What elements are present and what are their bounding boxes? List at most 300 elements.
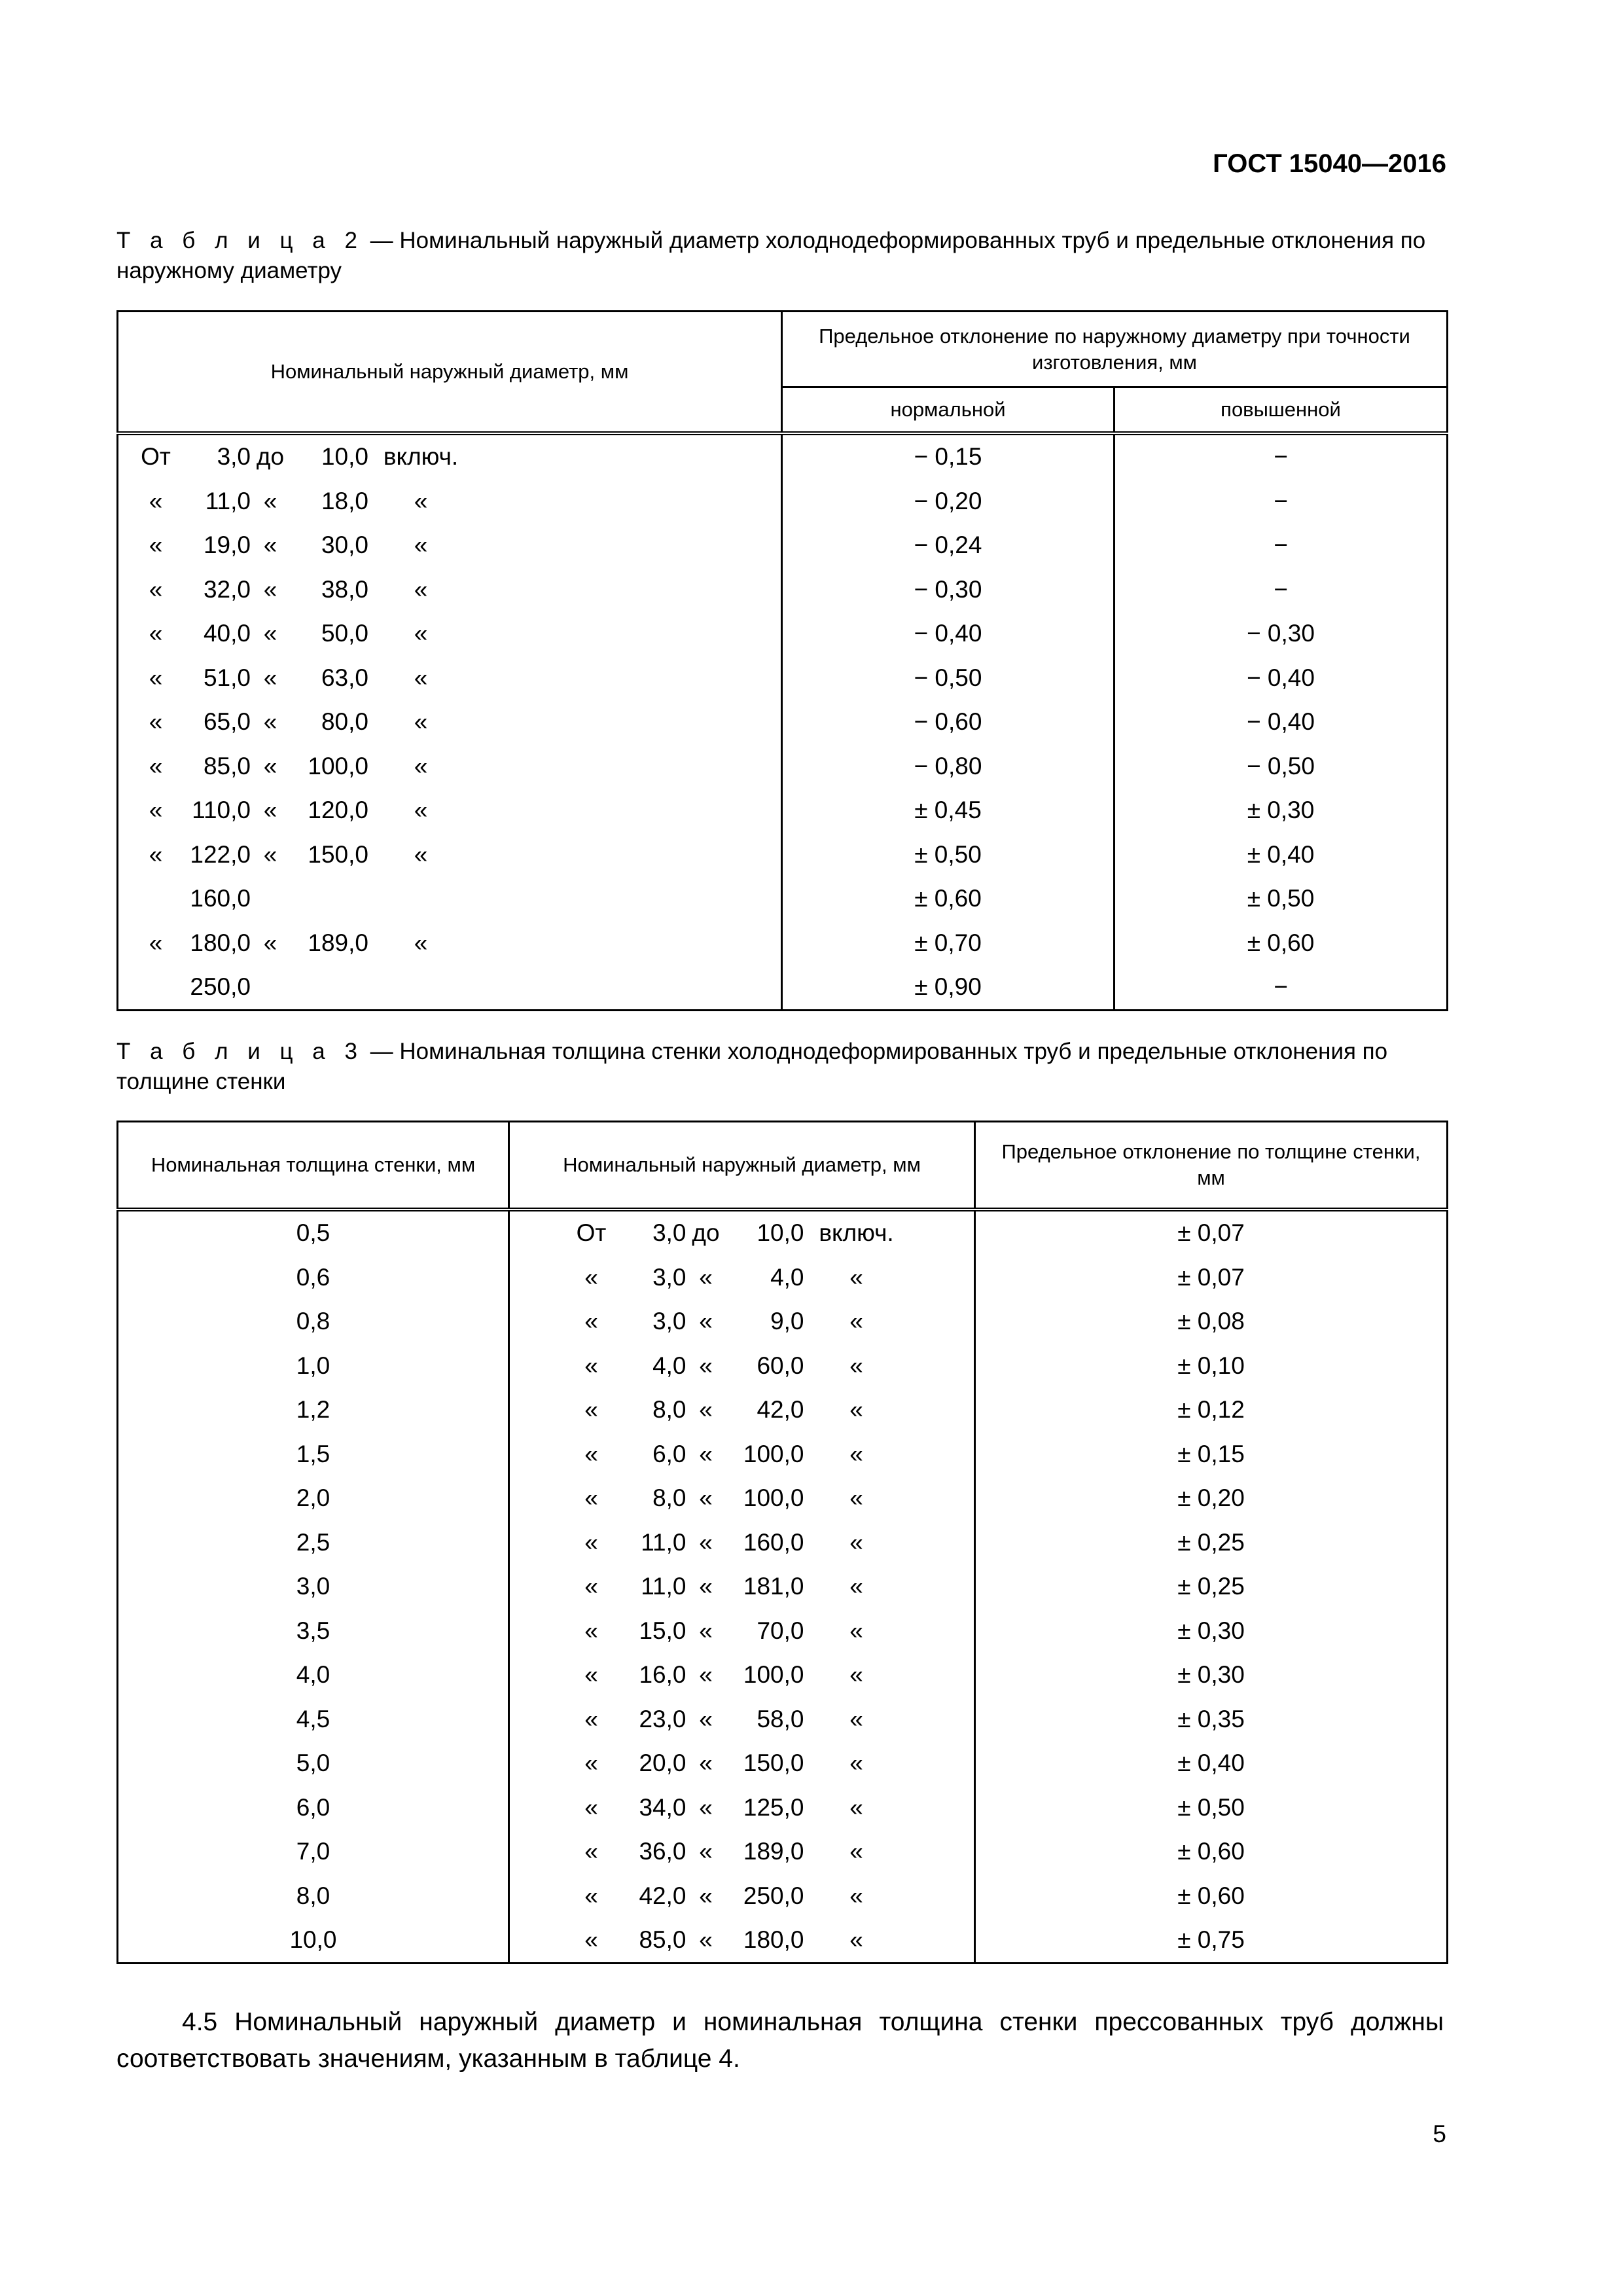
range-inclusive-word: « — [849, 1484, 863, 1512]
table-row — [118, 1255, 1448, 1300]
range-to-value: 38,0 — [321, 575, 368, 603]
normal-deviation-cell: ± 0,60 — [782, 877, 1115, 922]
diameter-cell — [118, 744, 782, 789]
table3-header-diameter: Номинальный наружный диаметр, мм — [509, 1122, 975, 1210]
range-from-value: 85,0 — [639, 1926, 687, 1954]
range-from-word: « — [584, 1661, 598, 1689]
table3-caption — [116, 1037, 1444, 1097]
range-to-value: 4,0 — [770, 1263, 804, 1291]
page-number: 5 — [1433, 2121, 1446, 2147]
table2-caption-label: Т а б л и ц а 2 — [116, 228, 364, 253]
normal-deviation-cell: − 0,30 — [782, 567, 1115, 612]
thickness-cell: 4,0 — [118, 1653, 509, 1698]
range-from-word: « — [149, 840, 163, 868]
table2-header-increased: повышенной — [1115, 387, 1448, 433]
table-row — [118, 1697, 1448, 1742]
diameter-range — [139, 443, 473, 471]
range-from-word: « — [584, 1484, 598, 1512]
range-from-value: 3,0 — [652, 1263, 687, 1291]
diameter-range — [139, 797, 473, 824]
increased-deviation-cell: − 0,40 — [1115, 656, 1448, 700]
range-to-value: 10,0 — [757, 1219, 804, 1247]
range-from-value: 19,0 — [203, 531, 251, 559]
diameter-cell — [118, 700, 782, 745]
range-from-word: « — [149, 664, 163, 691]
table-row — [118, 1653, 1448, 1698]
increased-deviation-cell: − — [1115, 524, 1448, 568]
thickness-cell: 1,2 — [118, 1388, 509, 1433]
table-row — [118, 1388, 1448, 1433]
diameter-cell — [509, 1477, 975, 1521]
range-from-value: 250,0 — [190, 973, 251, 1001]
deviation-cell: ± 0,60 — [975, 1874, 1448, 1918]
increased-deviation-cell: − — [1115, 479, 1448, 524]
diameter-range — [139, 531, 473, 559]
range-from-word: « — [584, 1308, 598, 1335]
diameter-range — [575, 1661, 909, 1689]
table3 — [116, 1121, 1448, 1964]
range-to-value: 80,0 — [321, 708, 368, 736]
range-from-word: « — [584, 1882, 598, 1909]
range-inclusive-word: « — [849, 1749, 863, 1777]
range-to-value: 150,0 — [743, 1749, 804, 1777]
table-row — [118, 1609, 1448, 1653]
diameter-cell — [118, 567, 782, 612]
deviation-cell: ± 0,25 — [975, 1565, 1448, 1609]
range-from-value: 36,0 — [639, 1838, 687, 1865]
range-inclusive-word: « — [849, 1926, 863, 1954]
table2-caption — [116, 226, 1444, 286]
diameter-range — [575, 1882, 909, 1910]
range-to-word: « — [699, 1263, 713, 1291]
table-row — [118, 433, 1448, 480]
diameter-range — [139, 885, 473, 912]
thickness-cell: 4,5 — [118, 1697, 509, 1742]
deviation-cell: ± 0,15 — [975, 1432, 1448, 1477]
range-to-word: « — [263, 487, 277, 514]
range-to-word: « — [699, 1440, 713, 1467]
document-id: ГОСТ 15040—2016 — [1213, 149, 1446, 178]
range-from-word: « — [584, 1617, 598, 1644]
increased-deviation-cell: − — [1115, 567, 1448, 612]
diameter-cell — [509, 1785, 975, 1830]
range-inclusive-word: « — [849, 1528, 863, 1556]
table-row — [118, 789, 1448, 833]
normal-deviation-cell: − 0,60 — [782, 700, 1115, 745]
range-inclusive-word: « — [849, 1440, 863, 1467]
range-from-value: 51,0 — [203, 664, 251, 691]
normal-deviation-cell: − 0,50 — [782, 656, 1115, 700]
range-to-word: « — [699, 1749, 713, 1777]
diameter-cell — [509, 1697, 975, 1742]
diameter-cell — [509, 1255, 975, 1300]
increased-deviation-cell: − — [1115, 965, 1448, 1011]
thickness-cell: 5,0 — [118, 1742, 509, 1786]
range-from-word: « — [584, 1263, 598, 1291]
diameter-range — [139, 708, 473, 736]
range-from-value: 42,0 — [639, 1882, 687, 1909]
thickness-cell: 3,5 — [118, 1609, 509, 1653]
thickness-cell: 0,6 — [118, 1255, 509, 1300]
deviation-cell: ± 0,12 — [975, 1388, 1448, 1433]
range-to-value: 160,0 — [743, 1528, 804, 1556]
range-to-word: « — [699, 1528, 713, 1556]
diameter-range — [575, 1617, 909, 1645]
range-to-word: « — [699, 1661, 713, 1689]
range-from-word: « — [584, 1749, 598, 1777]
diameter-cell — [509, 1344, 975, 1388]
diameter-range — [139, 841, 473, 869]
range-to-word: « — [263, 929, 277, 956]
range-to-value: 125,0 — [743, 1793, 804, 1821]
table-row — [118, 833, 1448, 877]
table-row — [118, 921, 1448, 965]
range-inclusive-word: « — [849, 1882, 863, 1909]
table-row — [118, 744, 1448, 789]
range-inclusive-word: « — [849, 1838, 863, 1865]
diameter-cell — [509, 1742, 975, 1786]
increased-deviation-cell: − 0,40 — [1115, 700, 1448, 745]
table-row — [118, 965, 1448, 1011]
diameter-range — [575, 1264, 909, 1291]
table2-body — [118, 433, 1448, 1011]
range-from-value: 15,0 — [639, 1617, 687, 1644]
table-row — [118, 656, 1448, 700]
range-from-word: « — [584, 1705, 598, 1732]
diameter-cell — [509, 1388, 975, 1433]
table-row — [118, 1565, 1448, 1609]
increased-deviation-cell: ± 0,60 — [1115, 921, 1448, 965]
diameter-cell — [118, 433, 782, 480]
deviation-cell: ± 0,08 — [975, 1300, 1448, 1344]
diameter-range — [575, 1484, 909, 1512]
range-from-word: « — [584, 1396, 598, 1424]
range-to-word: « — [263, 575, 277, 603]
table3-caption-label: Т а б л и ц а 3 — [116, 1039, 364, 1064]
range-to-value: 70,0 — [757, 1617, 804, 1644]
table-row — [118, 1874, 1448, 1918]
thickness-cell: 3,0 — [118, 1565, 509, 1609]
diameter-cell — [118, 479, 782, 524]
range-from-word: « — [584, 1528, 598, 1556]
range-from-word: « — [149, 797, 163, 824]
range-to-value: 150,0 — [308, 840, 368, 868]
table3-header-thickness: Номинальная толщина стенки, мм — [118, 1122, 509, 1210]
range-inclusive-word: включ. — [383, 443, 459, 471]
deviation-cell: ± 0,60 — [975, 1830, 1448, 1874]
diameter-range — [139, 576, 473, 603]
range-from-value: 11,0 — [641, 1573, 687, 1600]
diameter-cell — [118, 612, 782, 656]
table3-body — [118, 1210, 1448, 1964]
table-row — [118, 524, 1448, 568]
range-to-word: « — [699, 1396, 713, 1424]
range-to-word: « — [699, 1838, 713, 1865]
table-row — [118, 1520, 1448, 1565]
normal-deviation-cell: − 0,20 — [782, 479, 1115, 524]
table3-caption-text: — Номинальная толщина стенки холоднодеформированных труб и предельные отклонения по толщине стенки — [116, 1039, 1388, 1094]
normal-deviation-cell: ± 0,90 — [782, 965, 1115, 1011]
increased-deviation-cell: ± 0,50 — [1115, 877, 1448, 922]
diameter-range — [575, 1838, 909, 1865]
range-to-word: « — [263, 708, 277, 736]
range-inclusive-word: « — [849, 1705, 863, 1732]
diameter-cell — [509, 1830, 975, 1874]
range-from-value: 160,0 — [190, 885, 251, 912]
diameter-cell — [509, 1565, 975, 1609]
range-from-value: 180,0 — [190, 929, 251, 956]
table2-caption-text: — Номинальный наружный диаметр холоднодеформированных труб и предельные отклонения по наружному диаметру — [116, 228, 1426, 283]
range-to-word: до — [256, 443, 285, 471]
range-inclusive-word: « — [849, 1396, 863, 1424]
table2-header-normal: нормальной — [782, 387, 1115, 433]
range-to-word: « — [699, 1926, 713, 1954]
range-to-value: 180,0 — [743, 1926, 804, 1954]
range-from-word: « — [149, 752, 163, 780]
table-row — [118, 700, 1448, 745]
diameter-range — [575, 1308, 909, 1335]
range-from-word: « — [584, 1926, 598, 1954]
diameter-cell — [509, 1918, 975, 1964]
range-to-word: « — [699, 1793, 713, 1821]
range-inclusive-word: « — [849, 1617, 863, 1644]
diameter-cell — [509, 1432, 975, 1477]
range-inclusive-word: « — [849, 1573, 863, 1600]
diameter-cell — [118, 524, 782, 568]
range-to-value: 63,0 — [321, 664, 368, 691]
range-from-word: « — [149, 531, 163, 559]
range-from-value: 3,0 — [652, 1219, 687, 1247]
diameter-cell — [509, 1609, 975, 1653]
deviation-cell: ± 0,35 — [975, 1697, 1448, 1742]
range-to-word: « — [699, 1484, 713, 1512]
thickness-cell: 0,8 — [118, 1300, 509, 1344]
range-inclusive-word: « — [414, 620, 428, 647]
diameter-cell — [118, 833, 782, 877]
table-row — [118, 1432, 1448, 1477]
range-inclusive-word: « — [414, 929, 428, 956]
normal-deviation-cell: ± 0,70 — [782, 921, 1115, 965]
increased-deviation-cell: ± 0,40 — [1115, 833, 1448, 877]
range-inclusive-word: включ. — [819, 1219, 894, 1247]
range-from-word: « — [584, 1352, 598, 1379]
range-from-word: От — [141, 443, 171, 471]
diameter-range — [575, 1794, 909, 1821]
deviation-cell: ± 0,25 — [975, 1520, 1448, 1565]
range-from-value: 16,0 — [639, 1661, 687, 1689]
diameter-cell — [118, 656, 782, 700]
thickness-cell: 1,5 — [118, 1432, 509, 1477]
range-to-value: 60,0 — [757, 1352, 804, 1379]
range-to-value: 10,0 — [321, 443, 368, 471]
range-to-word: « — [699, 1352, 713, 1379]
range-to-value: 100,0 — [743, 1661, 804, 1689]
diameter-range — [575, 1573, 909, 1600]
range-to-word: « — [263, 752, 277, 780]
table-row — [118, 612, 1448, 656]
deviation-cell: ± 0,30 — [975, 1609, 1448, 1653]
diameter-range — [139, 620, 473, 647]
deviation-cell: ± 0,10 — [975, 1344, 1448, 1388]
range-to-value: 250,0 — [743, 1882, 804, 1909]
range-from-word: « — [149, 575, 163, 603]
range-inclusive-word: « — [414, 487, 428, 514]
range-from-word: « — [584, 1838, 598, 1865]
range-to-word: « — [699, 1573, 713, 1600]
diameter-cell — [509, 1874, 975, 1918]
thickness-cell: 2,0 — [118, 1477, 509, 1521]
range-inclusive-word: « — [849, 1308, 863, 1335]
table-row — [118, 479, 1448, 524]
range-from-value: 23,0 — [639, 1705, 687, 1732]
table-row — [118, 1344, 1448, 1388]
table2-header-deviation: Предельное отклонение по наружному диаметру при точности изготовления, мм — [782, 312, 1448, 387]
normal-deviation-cell: − 0,40 — [782, 612, 1115, 656]
diameter-range — [139, 753, 473, 780]
table-row — [118, 1918, 1448, 1964]
range-to-value: 189,0 — [743, 1838, 804, 1865]
range-inclusive-word: « — [414, 575, 428, 603]
thickness-cell: 6,0 — [118, 1785, 509, 1830]
range-from-word: От — [576, 1219, 607, 1247]
range-to-word: до — [692, 1219, 720, 1247]
range-to-value: 18,0 — [321, 487, 368, 514]
range-from-value: 4,0 — [652, 1352, 687, 1379]
range-to-word: « — [699, 1308, 713, 1335]
increased-deviation-cell: ± 0,30 — [1115, 789, 1448, 833]
diameter-range — [139, 488, 473, 515]
range-from-value: 65,0 — [203, 708, 251, 736]
range-to-value: 100,0 — [743, 1484, 804, 1512]
range-to-value: 100,0 — [308, 752, 368, 780]
range-from-value: 20,0 — [639, 1749, 687, 1777]
range-from-value: 34,0 — [639, 1793, 687, 1821]
range-inclusive-word: « — [849, 1352, 863, 1379]
section-paragraph: 4.5 Номинальный наружный диаметр и номинальная толщина стенки прессованных труб должны соответствовать значениям, указанным в таблице 4. — [116, 2008, 1444, 2073]
range-from-value: 8,0 — [652, 1396, 687, 1424]
diameter-cell — [509, 1653, 975, 1698]
range-to-word: « — [263, 620, 277, 647]
table3-header-deviation: Предельное отклонение по толщине стенки, мм — [975, 1122, 1448, 1210]
normal-deviation-cell: − 0,15 — [782, 433, 1115, 480]
diameter-cell — [118, 921, 782, 965]
diameter-range — [139, 973, 473, 1001]
deviation-cell: ± 0,75 — [975, 1918, 1448, 1964]
table2-header-diameter: Номинальный наружный диаметр, мм — [118, 312, 782, 433]
range-to-word: « — [263, 531, 277, 559]
range-from-word: « — [584, 1793, 598, 1821]
deviation-cell: ± 0,30 — [975, 1653, 1448, 1698]
range-to-value: 30,0 — [321, 531, 368, 559]
increased-deviation-cell: − — [1115, 433, 1448, 480]
diameter-range — [575, 1529, 909, 1556]
thickness-cell: 7,0 — [118, 1830, 509, 1874]
range-to-value: 189,0 — [308, 929, 368, 956]
range-from-value: 3,0 — [217, 443, 251, 471]
thickness-cell: 10,0 — [118, 1918, 509, 1964]
table2 — [116, 310, 1448, 1011]
diameter-cell — [509, 1210, 975, 1256]
range-from-value: 32,0 — [203, 575, 251, 603]
diameter-cell — [118, 965, 782, 1011]
normal-deviation-cell: − 0,24 — [782, 524, 1115, 568]
range-inclusive-word: « — [414, 531, 428, 559]
range-inclusive-word: « — [414, 840, 428, 868]
range-to-value: 50,0 — [321, 620, 368, 647]
diameter-range — [575, 1396, 909, 1424]
range-to-word: « — [699, 1617, 713, 1644]
range-to-value: 58,0 — [757, 1705, 804, 1732]
range-to-value: 100,0 — [743, 1440, 804, 1467]
thickness-cell: 0,5 — [118, 1210, 509, 1256]
diameter-cell — [118, 789, 782, 833]
deviation-cell: ± 0,50 — [975, 1785, 1448, 1830]
thickness-cell: 8,0 — [118, 1874, 509, 1918]
table-row — [118, 567, 1448, 612]
range-to-word: « — [263, 840, 277, 868]
diameter-range — [575, 1706, 909, 1733]
range-inclusive-word: « — [414, 752, 428, 780]
diameter-range — [575, 1219, 909, 1247]
range-from-value: 11,0 — [641, 1528, 687, 1556]
range-to-word: « — [263, 797, 277, 824]
range-to-value: 120,0 — [308, 797, 368, 824]
table-row — [118, 1300, 1448, 1344]
range-from-word: « — [149, 620, 163, 647]
table-row — [118, 1785, 1448, 1830]
table-row — [118, 877, 1448, 922]
table-row — [118, 1210, 1448, 1256]
deviation-cell: ± 0,07 — [975, 1255, 1448, 1300]
range-from-word: « — [149, 708, 163, 736]
diameter-range — [575, 1926, 909, 1954]
increased-deviation-cell: − 0,30 — [1115, 612, 1448, 656]
normal-deviation-cell: − 0,80 — [782, 744, 1115, 789]
diameter-cell — [509, 1300, 975, 1344]
range-from-value: 110,0 — [192, 797, 251, 824]
table-row — [118, 1742, 1448, 1786]
diameter-range — [575, 1749, 909, 1777]
range-inclusive-word: « — [414, 708, 428, 736]
range-to-word: « — [699, 1705, 713, 1732]
normal-deviation-cell: ± 0,50 — [782, 833, 1115, 877]
range-inclusive-word: « — [414, 664, 428, 691]
range-from-value: 40,0 — [203, 620, 251, 647]
diameter-range — [575, 1441, 909, 1468]
diameter-cell — [118, 877, 782, 922]
range-to-word: « — [699, 1882, 713, 1909]
diameter-range — [575, 1352, 909, 1380]
diameter-range — [139, 664, 473, 692]
thickness-cell: 1,0 — [118, 1344, 509, 1388]
table-row — [118, 1477, 1448, 1521]
deviation-cell: ± 0,20 — [975, 1477, 1448, 1521]
deviation-cell: ± 0,07 — [975, 1210, 1448, 1256]
table-row — [118, 1830, 1448, 1874]
range-from-value: 122,0 — [190, 840, 251, 868]
range-to-value: 42,0 — [757, 1396, 804, 1424]
range-to-value: 9,0 — [770, 1308, 804, 1335]
diameter-cell — [509, 1520, 975, 1565]
range-from-value: 6,0 — [652, 1440, 687, 1467]
range-inclusive-word: « — [849, 1661, 863, 1689]
range-from-word: « — [584, 1573, 598, 1600]
deviation-cell: ± 0,40 — [975, 1742, 1448, 1786]
range-inclusive-word: « — [414, 797, 428, 824]
range-from-value: 8,0 — [652, 1484, 687, 1512]
increased-deviation-cell: − 0,50 — [1115, 744, 1448, 789]
range-from-value: 85,0 — [203, 752, 251, 780]
